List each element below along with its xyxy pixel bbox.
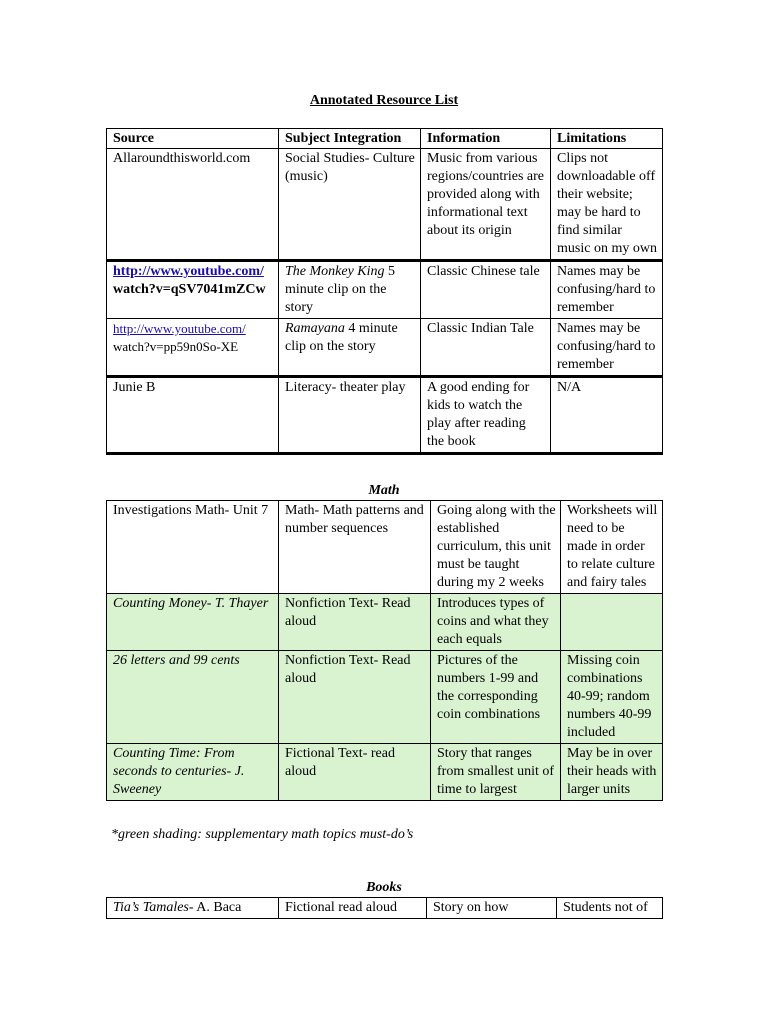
subject-text: 5 minute clip on the story — [285, 264, 396, 315]
cell-subject: Fictional Text- read aloud — [279, 744, 431, 801]
cell-info: Classic Indian Tale — [421, 319, 551, 377]
cell-source: Junie B — [107, 377, 279, 454]
table-row — [107, 319, 663, 377]
table-header-row — [107, 129, 663, 149]
books-table — [106, 897, 663, 919]
cell-subject: Nonfiction Text- Read aloud — [279, 594, 431, 651]
page-title: Annotated Resource List — [309, 93, 459, 108]
cell-info: Going along with the established curriculum, this unit must be taught during my 2 weeks — [431, 501, 561, 594]
cell-subject — [279, 261, 421, 319]
cell-subject: Math- Math patterns and number sequences — [279, 501, 431, 594]
youtube-link[interactable]: http://www.youtube.com/ — [113, 264, 264, 279]
cell-source — [107, 261, 279, 319]
shading-note: *green shading: supplementary math topics must-do’s — [111, 827, 414, 842]
cell-source: Allaroundthisworld.com — [107, 149, 279, 261]
youtube-link[interactable]: http://www.youtube.com/ — [113, 321, 246, 336]
cell-info: Story on how — [427, 898, 557, 919]
table-row — [107, 651, 663, 744]
subject-text: 4 minute clip on the story — [285, 321, 398, 354]
table-row — [107, 744, 663, 801]
resource-table — [106, 128, 663, 455]
table-row — [107, 149, 663, 261]
cell-subject: Social Studies- Culture (music) — [279, 149, 421, 261]
table-row — [107, 377, 663, 454]
cell-limitations — [561, 594, 663, 651]
youtube-link-path[interactable]: watch?v=pp59n0So-XE — [113, 339, 239, 354]
cell-limitations: Names may be confusing/hard to remember — [551, 261, 663, 319]
header-limitations: Limitations — [551, 129, 663, 149]
cell-source — [107, 898, 279, 919]
cell-info: A good ending for kids to watch the play after reading the book — [421, 377, 551, 454]
story-title: Ramayana — [285, 321, 345, 336]
cell-info: Story that ranges from smallest unit of time to largest — [431, 744, 561, 801]
cell-info: Classic Chinese tale — [421, 261, 551, 319]
cell-subject: Fictional read aloud — [279, 898, 427, 919]
cell-limitations: Clips not downloadable off their website; may be hard to find similar music on my own — [551, 149, 663, 261]
cell-source: 26 letters and 99 cents — [107, 651, 279, 744]
math-table — [106, 500, 663, 801]
cell-subject: Literacy- theater play — [279, 377, 421, 454]
youtube-link-path[interactable]: watch?v=qSV7041mZCw — [113, 282, 266, 297]
cell-limitations: Missing coin combinations 40-99; random numbers 40-99 included — [561, 651, 663, 744]
story-title: The Monkey King — [285, 264, 385, 279]
cell-subject: Nonfiction Text- Read aloud — [279, 651, 431, 744]
cell-source: Counting Money- T. Thayer — [107, 594, 279, 651]
cell-source — [107, 319, 279, 377]
table-row — [107, 261, 663, 319]
cell-limitations: Students not of — [557, 898, 663, 919]
book-author: - A. Baca — [188, 900, 242, 915]
cell-subject — [279, 319, 421, 377]
book-title: Tia’s Tamales — [113, 900, 189, 915]
cell-info: Introduces types of coins and what they each equals — [431, 594, 561, 651]
cell-limitations: May be in over their heads with larger units — [561, 744, 663, 801]
cell-limitations: N/A — [551, 377, 663, 454]
header-subject-integration: Subject Integration — [279, 129, 421, 149]
math-heading: Math — [368, 483, 400, 498]
cell-info: Music from various regions/countries are provided along with informational text about its origin — [421, 149, 551, 261]
table-row — [107, 898, 663, 919]
table-row — [107, 594, 663, 651]
cell-source: Counting Time: From seconds to centuries- J. Sweeney — [107, 744, 279, 801]
cell-info: Pictures of the numbers 1-99 and the corresponding coin combinations — [431, 651, 561, 744]
cell-limitations: Worksheets will need to be made in order to relate culture and fairy tales — [561, 501, 663, 594]
header-information: Information — [421, 129, 551, 149]
table-row — [107, 501, 663, 594]
books-heading: Books — [366, 880, 402, 895]
header-source: Source — [107, 129, 279, 149]
cell-limitations: Names may be confusing/hard to remember — [551, 319, 663, 377]
cell-source: Investigations Math- Unit 7 — [107, 501, 279, 594]
